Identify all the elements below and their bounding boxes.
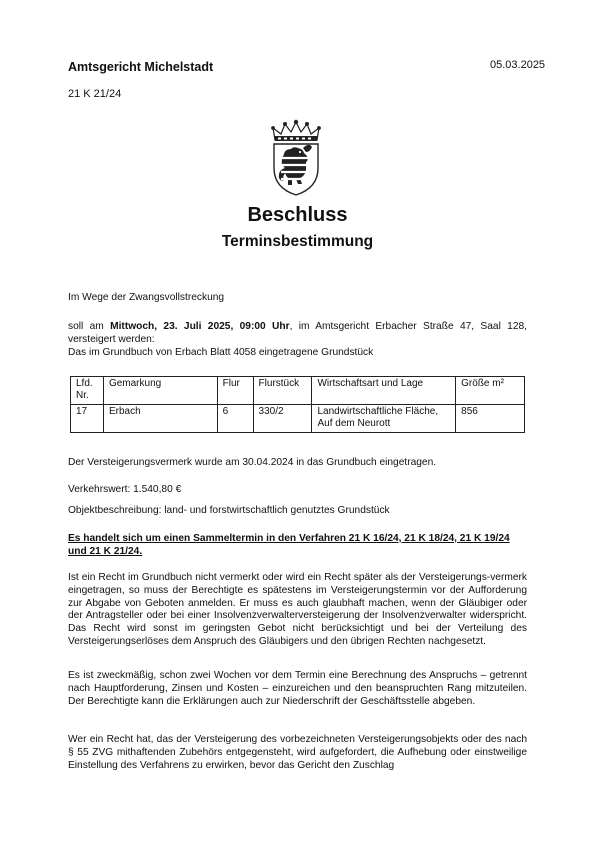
table-cell: 17 (71, 405, 104, 433)
rights-notice: Ist ein Recht im Grundbuch nicht vermerkt oder wird ein Recht später als der Versteigerungs-vermerk eingetragen, so muss der Berechtigte es spätestens im Versteigerungstermin vor der Aufforderung zur Abgabe von Geboten anmelden. Er muss es auch glaubhaft machen, wenn der Gläubiger oder der Antragsteller oder bei einer Insolvenzverwalterversteigerung der Insolvenzverwalter widerspricht. Das Recht wird sonst im geringsten Gebot nicht berücksichtigt und bei der Verteilung des Versteigerungserlöses dem Anspruch des Gläubigers und den übrigen Rechten nachgesetzt. (68, 572, 527, 647)
case-number: 21 K 21/24 (68, 88, 122, 100)
table-header-cell: Flurstück (253, 377, 312, 405)
document-date: 05.03.2025 (490, 59, 546, 71)
auction-text-post: , im Amtsgericht Erbacher Straße 47, Saal 128, versteigert werden: (68, 321, 527, 345)
table-header-cell: Gemarkung (103, 377, 217, 405)
claim-notice: Es ist zweckmäßig, schon zwei Wochen vor dem Termin eine Berechnung des Anspruchs – getrennt nach Hauptforderung, Zinsen und Kosten – einzureichen und den beanspruchten Rang mitzuteilen. Der Berechtigte kann die Erklärungen auch zur Niederschrift der Geschäftsstelle abgeben. (68, 670, 527, 707)
table-header-cell: Größe m² (456, 377, 525, 405)
table-cell: 856 (456, 405, 525, 433)
auction-text-pre: soll am (68, 321, 111, 332)
hesse-coat-of-arms-icon (265, 118, 327, 196)
table-header-cell: Wirtschaftsart und Lage (312, 377, 456, 405)
table-cell: 330/2 (253, 405, 312, 433)
auction-paragraph (68, 321, 527, 359)
collective-notice: Es handelt sich um einen Sammeltermin in den Verfahren 21 K 16/24, 21 K 18/24, 21 K 19/24 und 21 K 21/24. (68, 533, 510, 557)
intro-text: Im Wege der Zwangsvollstreckung (68, 292, 225, 303)
table-cell: 6 (217, 405, 253, 433)
property-table (70, 376, 525, 433)
table-header-row (71, 377, 525, 405)
document-subtitle: Terminsbestimmung (221, 233, 374, 250)
table-header-cell: Flur (217, 377, 253, 405)
property-line: Das im Grundbuch von Erbach Blatt 4058 eingetragene Grundstück (68, 346, 374, 358)
document-title: Beschluss (247, 204, 348, 226)
table-header-cell: Lfd. Nr. (71, 377, 104, 405)
object-description-text: Objektbeschreibung: land- und forstwirtschaftlich genutztes Grundstück (68, 505, 390, 516)
auction-date-time: Mittwoch, 23. Juli 2025, 09:00 Uhr (110, 321, 290, 332)
table-cell: Erbach (103, 405, 217, 433)
table-cell: Landwirtschaftliche Fläche, Auf dem Neurott (312, 405, 456, 433)
court-name: Amtsgericht Michelstadt (68, 60, 214, 74)
registration-text: Der Versteigerungsvermerk wurde am 30.04.2024 in das Grundbuch eingetragen. (68, 457, 437, 468)
table-row (71, 405, 525, 433)
objection-notice: Wer ein Recht hat, das der Versteigerung des vorbezeichneten Versteigerungsobjekts oder des nach § 55 ZVG mithaftenden Zubehörs entgegensteht, wird aufgefordert, die Aufhebung oder einstweilige Einstellung des Verfahrens zu erwirken, bevor das Gericht den Zuschlag (68, 734, 527, 771)
market-value-text: Verkehrswert: 1.540,80 € (68, 484, 182, 495)
